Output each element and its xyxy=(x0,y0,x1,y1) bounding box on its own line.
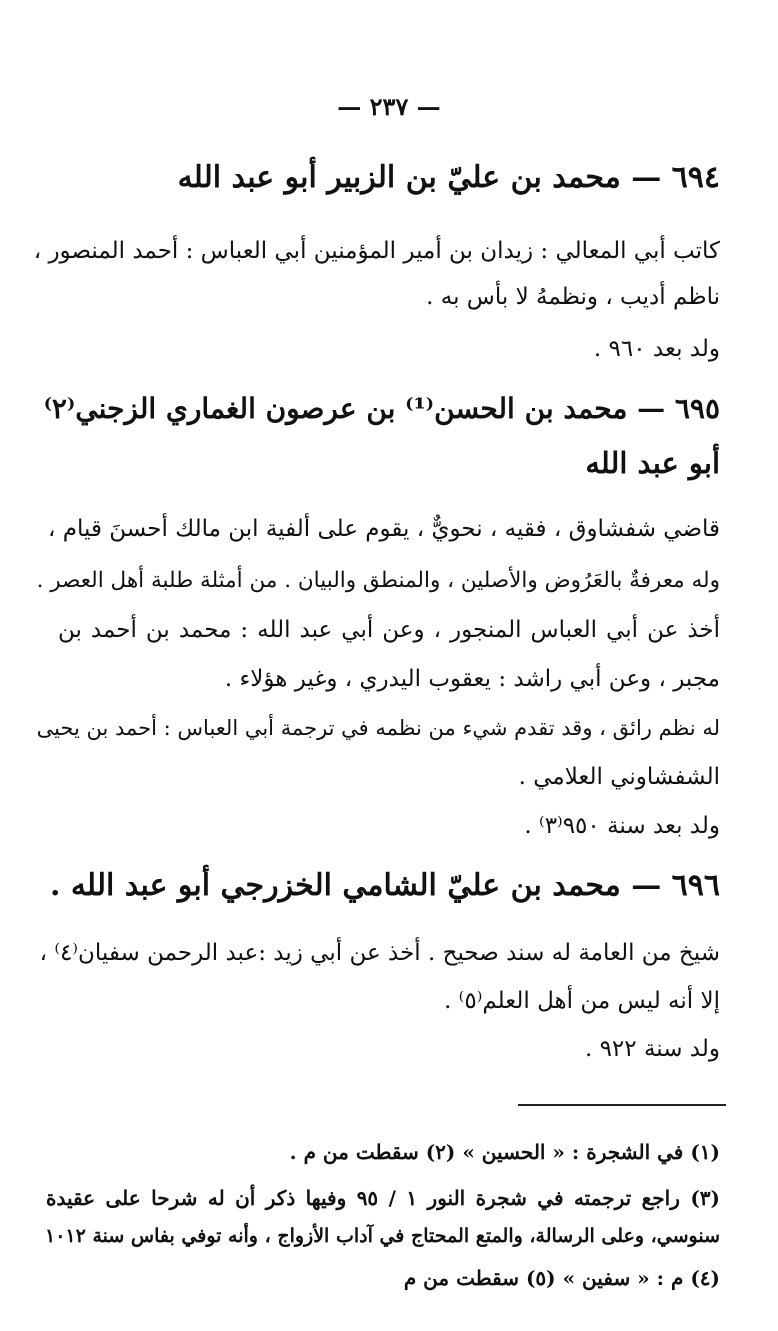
footnote-line: سنوسي، وعلى الرسالة، والمتع المحتاج في آداب الأزواج ، وأنه توفي بفاس سنة ١٠١٢ xyxy=(45,1225,720,1247)
entry-text-line: ولد بعد سنة ٩٥٠⁽٣⁾ . xyxy=(524,813,720,839)
footnote-line: (٤) م : « سفين » (٥) سقطت من م xyxy=(403,1266,720,1290)
entry-text-line: أخذ عن أبي العباس المنجور ، وعن أبي عبد الله : محمد بن أحمد بن xyxy=(58,617,720,643)
entry-heading: ٦٩٥ — محمد بن الحسن⁽¹⁾ بن عرصون الغماري الزجني⁽٢⁾ xyxy=(43,392,720,425)
footnote-rule xyxy=(518,1104,726,1106)
footnote-line: (١) في الشجرة : « الحسين » (٢) سقطت من م . xyxy=(289,1140,720,1164)
entry-text-line: وله معرفةٌ بالعَرُوض والأصلين ، والمنطق والبيان . من أمثلة طلبة أهل العصر . xyxy=(36,568,720,593)
page-number: — ٢٣٧ — xyxy=(337,92,441,121)
entry-text-line: مجبر ، وعن أبي راشد : يعقوب اليدري ، وغير هؤلاء . xyxy=(224,666,720,692)
entry-text-line: كاتب أبي المعالي : زيدان بن أمير المؤمنين أبي العباس : أحمد المنصور ، xyxy=(33,238,720,264)
entry-text-line: قاضي شفشاوق ، فقيه ، نحويٌّ ، يقوم على ألفية ابن مالك أحسنَ قيام ، xyxy=(48,516,720,542)
entry-text-line: ولد بعد ٩٦٠ . xyxy=(593,336,720,362)
entry-text-line: إلا أنه ليس من أهل العلم⁽٥⁾ . xyxy=(444,988,720,1014)
entry-text-line: شيخ من العامة له سند صحيح . أخذ عن أبي زيد :عبد الرحمن سفيان⁽٤⁾ ، xyxy=(39,940,720,966)
footnote-line: (٣) راجع ترجمته في شجرة النور ١ / ٩٥ وفيها ذكر أن له شرحا على عقيدة xyxy=(46,1186,721,1210)
entry-text-line: ولد سنة ٩٢٢ . xyxy=(584,1036,720,1062)
entry-text-line: له نظم رائق ، وقد تقدم شيء من نظمه في ترجمة أبي العباس : أحمد بن يحيى xyxy=(36,716,720,740)
entry-heading-continued: أبو عبد الله xyxy=(585,446,720,480)
entry-heading: ٦٩٤ — محمد بن عليّ بن الزبير أبو عبد الله xyxy=(177,160,720,195)
entry-text-line: الشفشاوني العلامي . xyxy=(518,764,720,790)
entry-text-line: ناظم أديب ، ونظمهُ لا بأس به . xyxy=(426,284,720,310)
entry-heading: ٦٩٦ — محمد بن عليّ الشامي الخزرجي أبو عبد الله . xyxy=(49,868,720,903)
